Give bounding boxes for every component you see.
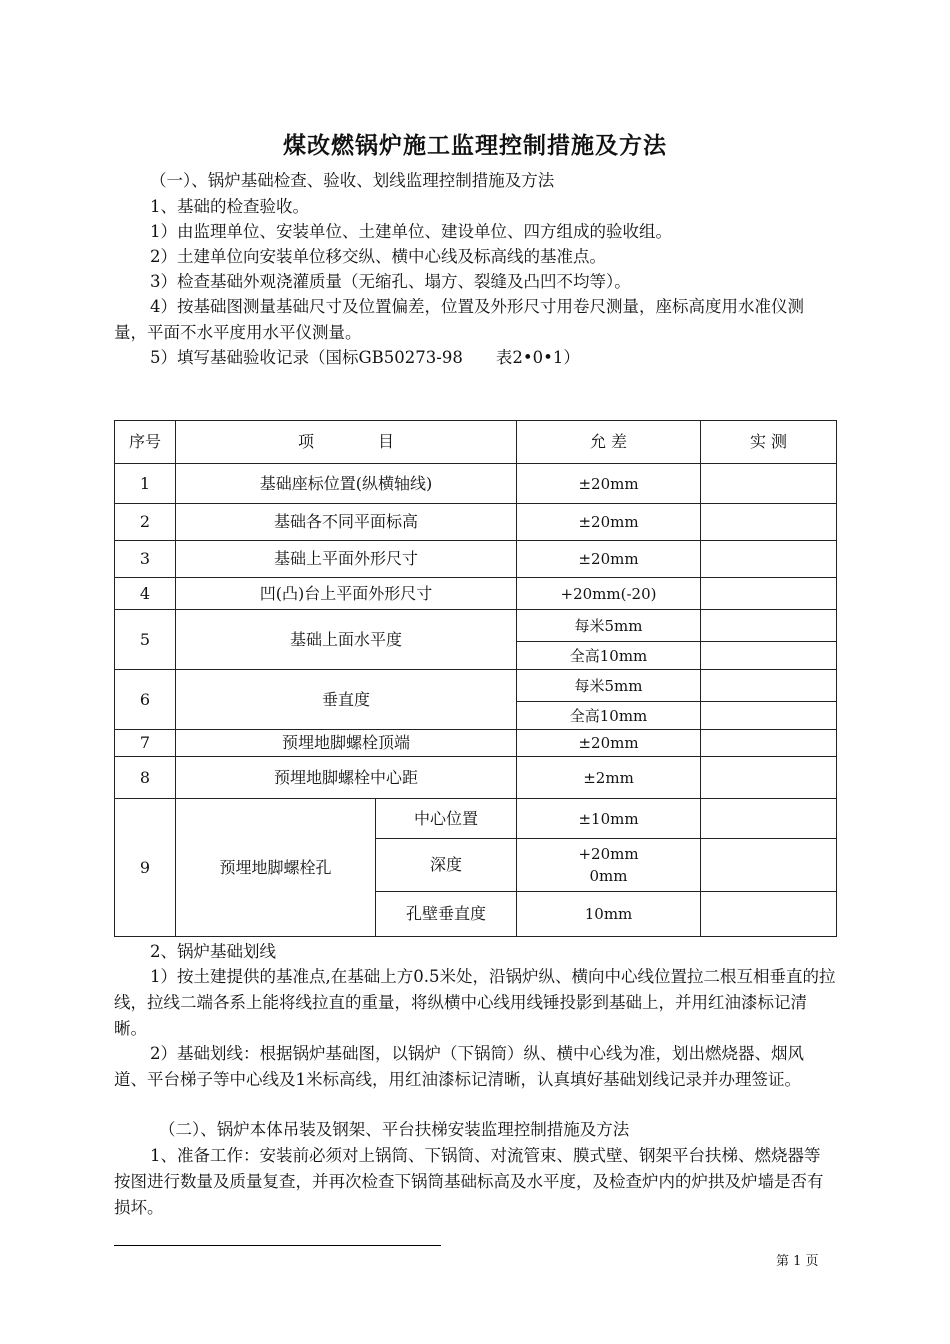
tolerance-upper: +20mm <box>578 845 639 863</box>
table-row <box>115 730 837 757</box>
table-row <box>115 541 837 578</box>
cell-tolerance: 10mm <box>517 892 701 937</box>
cell-measured[interactable] <box>701 578 837 610</box>
cell-tolerance: 全高10mm <box>517 642 701 670</box>
cell-item: 基础座标位置(纵横轴线) <box>176 464 517 504</box>
cell-tolerance: ±20mm <box>517 541 701 578</box>
paragraph: 2）基础划线：根据锅炉基础图，以锅炉（下锅筒）纵、横中心线为准，划出燃烧器、烟风道、平台梯子等中心线及1米标高线，用红油漆标记清晰，认真填好基础划线记录并办理签证。 <box>114 1044 804 1089</box>
cell-subitem: 中心位置 <box>376 799 517 839</box>
cell-tolerance: ±10mm <box>517 799 701 839</box>
subsection-heading: 2、锅炉基础划线 <box>150 942 276 961</box>
paragraph: 1）由监理单位、安装单位、土建单位、建设单位、四方组成的验收组。 <box>150 222 672 241</box>
page-number: 第 1 页 <box>776 1254 819 1269</box>
cell-no: 1 <box>115 464 176 504</box>
cell-item: 预埋地脚螺栓顶端 <box>176 730 517 757</box>
cell-item: 垂直度 <box>176 670 517 730</box>
cell-measured[interactable] <box>701 504 837 541</box>
paragraph: 1、准备工作：安装前必须对上锅筒、下锅筒、对流管束、膜式壁、钢架平台扶梯、燃烧器等按图进行数量及质量复查，并再次检查下锅筒基础标高及水平度，及检查炉内的炉拱及炉墙是否有损坏。 <box>114 1146 824 1217</box>
cell-subitem: 深度 <box>376 839 517 892</box>
table-row <box>115 578 837 610</box>
paragraph: 5）填写基础验收记录（国标GB50273-98 表2•0•1） <box>150 348 580 367</box>
cell-item: 预埋地脚螺栓孔 <box>176 799 376 937</box>
cell-tolerance: ±20mm <box>517 504 701 541</box>
cell-no: 9 <box>115 799 176 937</box>
cell-no: 2 <box>115 504 176 541</box>
header-item: 项 目 <box>176 421 517 464</box>
cell-tolerance: 每米5mm <box>517 610 701 642</box>
paragraph: 3）检查基础外观浇灌质量（无缩孔、塌方、裂缝及凸凹不均等）。 <box>150 272 631 291</box>
cell-measured[interactable] <box>701 541 837 578</box>
cell-subitem: 孔壁垂直度 <box>376 892 517 937</box>
table-row <box>115 504 837 541</box>
cell-measured[interactable] <box>701 642 837 670</box>
paragraph: 1）按土建提供的基准点,在基础上方0.5米处，沿锅炉纵、横向中心线位置拉二根互相垂直的拉线，拉线二端各系上能将线拉直的重量，将纵横中心线用线锤投影到基础上，并用红油漆标记清晰。 <box>114 967 836 1038</box>
cell-no: 5 <box>115 610 176 670</box>
cell-item: 基础各不同平面标高 <box>176 504 517 541</box>
cell-tolerance: ±20mm <box>517 730 701 757</box>
table-row <box>115 610 837 642</box>
section-heading-2: （二）、锅炉本体吊装及钢架、平台扶梯安装监理控制措施及方法 <box>159 1120 630 1139</box>
document-title: 煤改燃锅炉施工监理控制措施及方法 <box>283 132 667 159</box>
cell-measured[interactable] <box>701 702 837 730</box>
tolerance-lower: 0mm <box>589 867 628 885</box>
cell-tolerance: 每米5mm <box>517 670 701 702</box>
cell-measured[interactable] <box>701 892 837 937</box>
cell-item: 基础上平面外形尺寸 <box>176 541 517 578</box>
cell-measured[interactable] <box>701 730 837 757</box>
table-row <box>115 757 837 799</box>
subsection-heading: 1、基础的检查验收。 <box>150 197 309 216</box>
header-no: 序号 <box>115 421 176 464</box>
foundation-acceptance-table <box>114 420 837 937</box>
cell-no: 4 <box>115 578 176 610</box>
footer-divider <box>114 1245 441 1246</box>
cell-item: 预埋地脚螺栓中心距 <box>176 757 517 799</box>
paragraph: 2）土建单位向安装单位移交纵、横中心线及标高线的基准点。 <box>150 247 606 266</box>
cell-tolerance <box>517 839 701 892</box>
table-row <box>115 464 837 504</box>
table-header-row <box>115 421 837 464</box>
cell-no: 3 <box>115 541 176 578</box>
cell-tolerance: ±20mm <box>517 464 701 504</box>
cell-no: 6 <box>115 670 176 730</box>
table-row <box>115 799 837 839</box>
cell-tolerance: ±2mm <box>517 757 701 799</box>
header-measured: 实 测 <box>701 421 837 464</box>
paragraph: 4）按基础图测量基础尺寸及位置偏差，位置及外形尺寸用卷尺测量，座标高度用水准仪测量，平面不水平度用水平仪测量。 <box>114 297 804 342</box>
cell-measured[interactable] <box>701 839 837 892</box>
header-tolerance: 允 差 <box>517 421 701 464</box>
cell-tolerance: +20mm(-20) <box>517 578 701 610</box>
section-heading-1: （一）、锅炉基础检查、验收、划线监理控制措施及方法 <box>150 171 555 190</box>
cell-measured[interactable] <box>701 610 837 642</box>
cell-measured[interactable] <box>701 757 837 799</box>
cell-tolerance: 全高10mm <box>517 702 701 730</box>
cell-no: 7 <box>115 730 176 757</box>
cell-item: 凹(凸)台上平面外形尺寸 <box>176 578 517 610</box>
cell-no: 8 <box>115 757 176 799</box>
cell-measured[interactable] <box>701 464 837 504</box>
cell-measured[interactable] <box>701 670 837 702</box>
table-row <box>115 670 837 702</box>
cell-measured[interactable] <box>701 799 837 839</box>
cell-item: 基础上面水平度 <box>176 610 517 670</box>
